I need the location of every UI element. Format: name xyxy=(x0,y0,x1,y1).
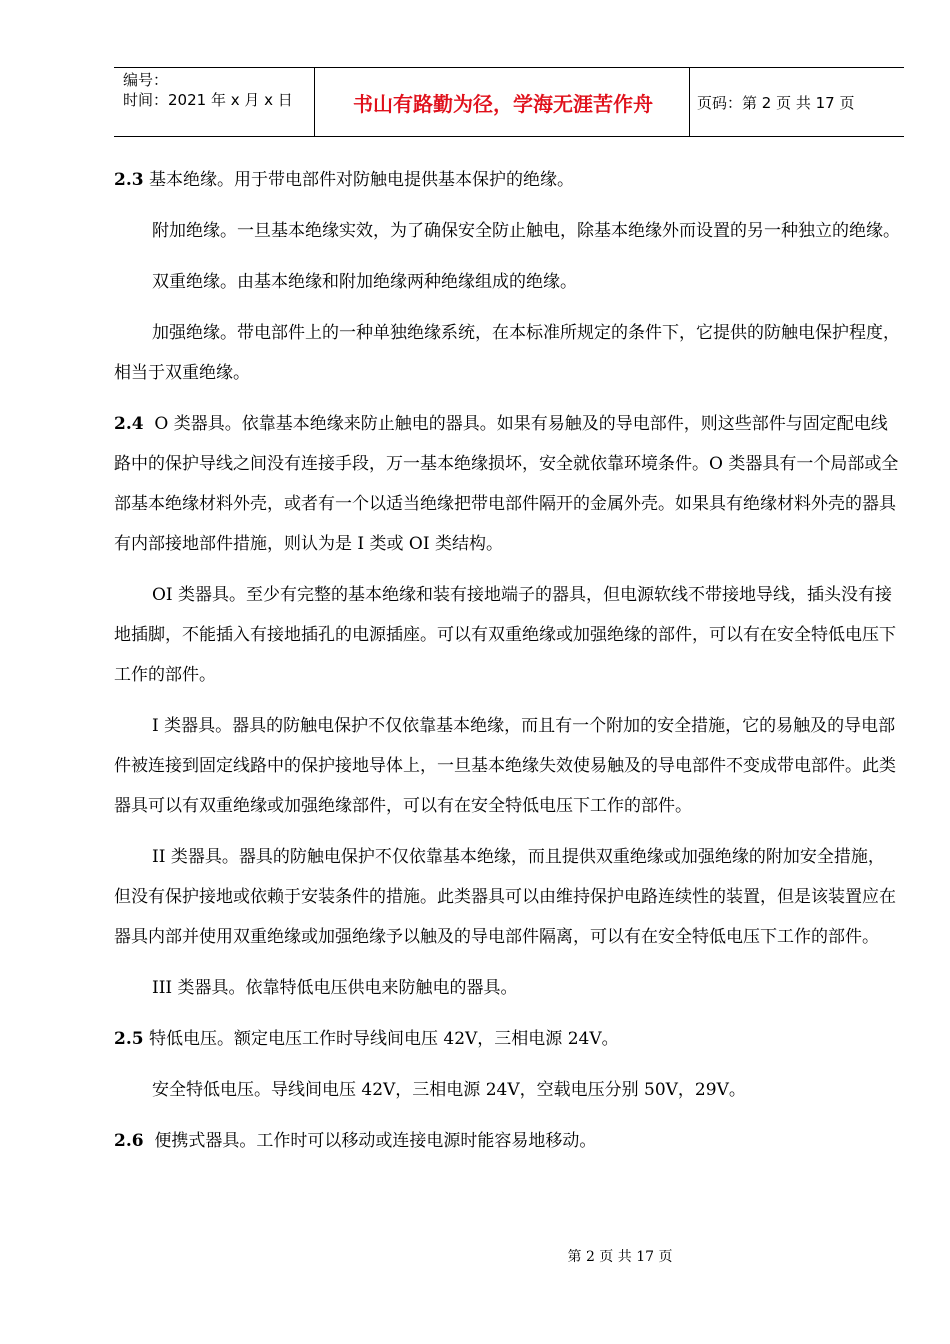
section-number: 2.3 xyxy=(114,170,144,190)
section-number: 2.6 xyxy=(114,1131,144,1151)
paragraph-text: 加强绝缘。带电部件上的一种单独绝缘系统，在本标准所规定的条件下，它提供的防触电保护程度，相当于双重绝缘。 xyxy=(114,323,900,383)
paragraph-text: OI 类器具。至少有完整的基本绝缘和装有接地端子的器具，但电源软线不带接地导线，插头没有接地插脚，不能插入有接地插孔的电源插座。可以有双重绝缘或加强绝缘的部件，可以有在安全特低电压下工作的部件。 xyxy=(114,585,896,685)
paragraph-text: 安全特低电压。导线间电压 42V，三相电源 24V，空载电压分别 50V，29V。 xyxy=(152,1080,746,1100)
header-page-info: 页码：第 2 页 共 17 页 xyxy=(697,93,855,112)
paragraph xyxy=(114,706,900,826)
paragraph xyxy=(114,1070,900,1110)
paragraph xyxy=(114,1019,900,1059)
paragraph xyxy=(114,968,900,1008)
paragraph xyxy=(114,837,900,957)
header-slogan: 书山有路勤为径，学海无涯苦作舟 xyxy=(353,91,653,116)
paragraph xyxy=(114,404,900,564)
paragraph-text: III 类器具。依靠特低电压供电来防触电的器具。 xyxy=(152,978,518,998)
paragraph-text: 特低电压。额定电压工作时导线间电压 42V，三相电源 24V。 xyxy=(148,1029,619,1049)
paragraph-text: 基本绝缘。用于带电部件对防触电提供基本保护的绝缘。 xyxy=(148,170,574,190)
section-number: 2.4 xyxy=(114,414,144,434)
paragraph-text: 附加绝缘。一旦基本绝缘实效，为了确保安全防止触电，除基本绝缘外而设置的另一种独立的绝缘。 xyxy=(152,221,900,241)
document-number-label: 编号： xyxy=(123,71,169,89)
document-body xyxy=(114,160,900,1172)
paragraph xyxy=(114,262,900,302)
paragraph xyxy=(114,211,900,251)
document-date: 时间：2021 年 x 月 x 日 xyxy=(123,91,293,109)
paragraph-text: II 类器具。器具的防触电保护不仅依靠基本绝缘，而且提供双重绝缘或加强绝缘的附加安全措施，但没有保护接地或依赖于安装条件的措施。此类器具可以由维持保护电路连续性的装置，但是该装置应在器具内部并使用双重绝缘或加强绝缘予以触及的导电部件隔离，可以有在安全特低电压下工作的部件。 xyxy=(114,847,896,947)
paragraph xyxy=(114,575,900,695)
header-divider xyxy=(689,68,690,136)
paragraph xyxy=(114,160,900,200)
paragraph-text: 便携式器具。工作时可以移动或连接电源时能容易地移动。 xyxy=(154,1131,597,1151)
section-number: 2.5 xyxy=(114,1029,144,1049)
paragraph-text: I 类器具。器具的防触电保护不仅依靠基本绝缘，而且有一个附加的安全措施，它的易触及的导电部件被连接到固定线路中的保护接地导体上，一旦基本绝缘失效使易触及的导电部件不变成带电部件。此类器具可以有双重绝缘或加强绝缘部件，可以有在安全特低电压下工作的部件。 xyxy=(114,716,896,816)
paragraph-text: O 类器具。依靠基本绝缘来防止触电的器具。如果有易触及的导电部件，则这些部件与固定配电线路中的保护导线之间没有连接手段，万一基本绝缘损坏，安全就依靠环境条件。O 类器具有一个局部或全部基本绝缘材料外壳，或者有一个以适当绝缘把带电部件隔开的金属外壳。如果具有绝缘材料外壳的器具有内部接地部件措施，则认为是 I 类或 OI 类结构。 xyxy=(114,414,899,554)
paragraph xyxy=(114,1121,900,1161)
page-footer: 第 2 页 共 17 页 xyxy=(567,1249,673,1265)
header-meta xyxy=(123,70,313,110)
paragraph xyxy=(114,313,900,393)
header-divider xyxy=(314,68,315,136)
paragraph-text: 双重绝缘。由基本绝缘和附加绝缘两种绝缘组成的绝缘。 xyxy=(152,272,577,292)
page-header xyxy=(114,67,904,137)
